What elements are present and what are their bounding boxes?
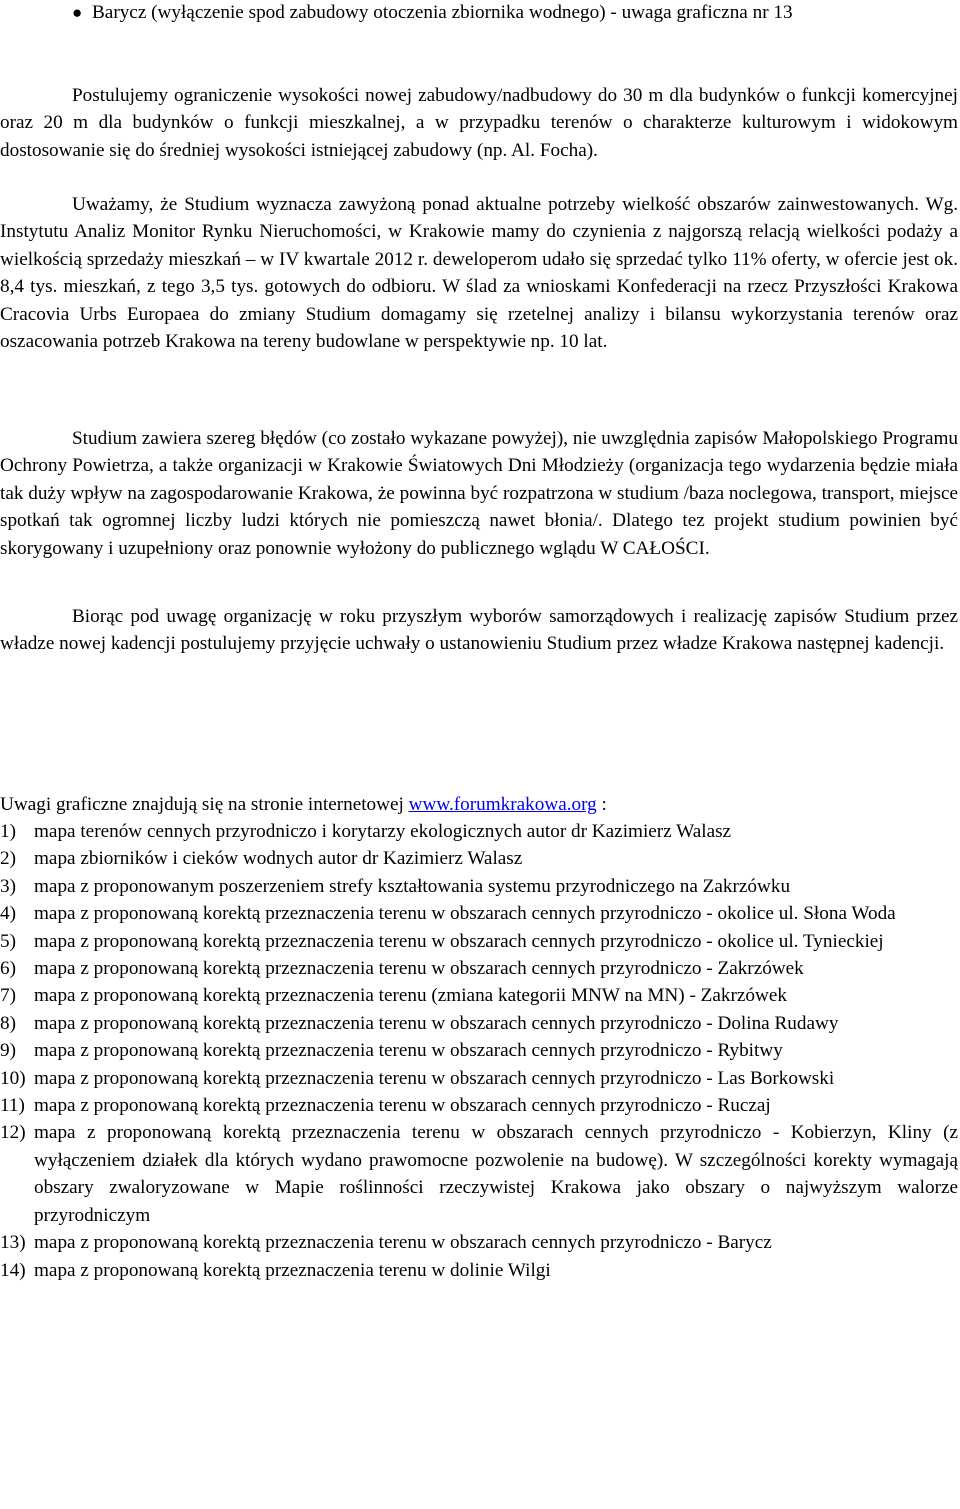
list-item-text: mapa terenów cennych przyrodniczo i korytarzy ekologicznych autor dr Kazimierz Walasz (34, 821, 732, 842)
list-item (0, 928, 958, 955)
list-item-number: 14) (0, 1259, 26, 1281)
paragraph-investment-areas (0, 191, 958, 355)
list-item-text: mapa z proponowaną korektą przeznaczenia terenu (zmiana kategorii MNW na MN) - Zakrzówek (34, 985, 787, 1007)
list-item (0, 845, 958, 872)
list-item-text: mapa z proponowaną korektą przeznaczenia terenu w obszarach cennych przyrodniczo - okolice ul. Tynieckiej (34, 930, 884, 952)
paragraph-text: Uważamy, że Studium wyznacza zawyżoną ponad aktualne potrzeby wielkość obszarów zainwestowanych. Wg. Instytutu Analiz Monitor Rynku Nieruchomości, w Krakowie mamy do czynienia z najgorszą relacją wielkości podaży a wielkością sprzedaży mieszkań – w IV kwartale 2012 r. deweloperom udało się sprzedać tylko 11% oferty, w ofercie jest ok. 8,4 tys. mieszkań, z tego 3,5 tys. gotowych do odbioru. W ślad za wnioskami Konfederacji na rzecz Przyszłości Krakowa Cracovia Urbs Europaea do zmiany Studium domagamy się rzetelnej analizy i bilansu wykorzystania terenów oraz oszacowania potrzeb Krakowa na tereny budowlane w perspektywie np. 10 lat. (0, 194, 958, 353)
paragraph-elections (0, 603, 958, 658)
list-item (0, 1092, 958, 1119)
list-item (0, 818, 958, 845)
list-item-number: 1) (0, 821, 16, 842)
paragraph-text: Studium zawiera szereg błędów (co zostało wykazane powyżej), nie uwzględnia zapisów Małopolskiego Programu Ochrony Powietrza, a także organizacji w Krakowie Światowych Dni Młodzieży (organizacja tego wydarzenia będzie miała tak duży wpływ na zagospodarowanie Krakowa, że powinna być rozpatrzona w studium /baza noclegowa, transport, miejsce spotkań tak ogromnej liczby ludzi których nie pomieszczą nawet błonia/. Dlatego tez projekt studium powinien być skorygowany i uzupełniony oraz ponownie wyłożony do publicznego wglądu W CAŁOŚCI. (0, 428, 958, 559)
list-item-text: mapa z proponowanym poszerzeniem strefy kształtowania systemu przyrodniczego na Zakrzówku (34, 875, 791, 897)
bullet-icon: ● (72, 3, 83, 22)
list-item (0, 955, 958, 982)
references-outro-text: : (596, 794, 607, 815)
list-item (0, 873, 958, 900)
list-item-number: 11) (0, 1095, 25, 1117)
list-item-number: 10) (0, 1067, 26, 1089)
list-item (0, 1065, 958, 1092)
list-item (0, 1010, 958, 1037)
bullet-text: Barycz (wyłączenie spod zabudowy otoczenia zbiornika wodnego) - uwaga graficzna nr 13 (92, 2, 793, 23)
list-item (0, 900, 958, 927)
list-item-number: 6) (0, 958, 16, 980)
list-item (0, 1119, 958, 1229)
paragraph-text: Biorąc pod uwagę organizację w roku przyszłym wyborów samorządowych i realizację zapisów Studium przez władze nowej kadencji postulujemy przyjęcie uchwały o ustanowieniu Studium przez władze Krakowa następnej kadencji. (0, 606, 958, 655)
list-item-number: 8) (0, 1012, 16, 1034)
list-item-number: 3) (0, 875, 16, 897)
list-item-number: 9) (0, 1040, 16, 1062)
list-item-number: 4) (0, 903, 16, 925)
references-intro-text: Uwagi graficzne znajdują się na stronie internetowej (0, 794, 409, 815)
paragraph-text: Postulujemy ograniczenie wysokości nowej zabudowy/nadbudowy do 30 m dla budynków o funkcji komercyjnej oraz 20 m dla budynków o funkcji mieszkalnej, a w przypadku terenów o charakterze kulturowym i widokowym dostosowanie się do średniej wysokości istniejącej zabudowy (np. Al. Focha). (0, 85, 958, 161)
list-item (0, 1037, 958, 1064)
list-item-text: mapa z proponowaną korektą przeznaczenia terenu w obszarach cennych przyrodniczo - Rybitwy (34, 1040, 783, 1062)
references-intro (0, 791, 958, 818)
list-item-text: mapa z proponowaną korektą przeznaczenia terenu w obszarach cennych przyrodniczo - Kobierzyn, Kliny (z wyłączeniem działek dla których wydano prawomocne pozwolenie na budowę). W szczególności korekty wymagają obszary zwaloryzowane w Mapie roślinności rzeczywistej Krakowa jako obszary o najwyższym walorze przyrodniczym (34, 1122, 958, 1226)
list-item-text: mapa zbiorników i cieków wodnych autor dr Kazimierz Walasz (34, 848, 523, 870)
list-item-number: 13) (0, 1232, 26, 1254)
list-item-text: mapa z proponowaną korektą przeznaczenia terenu w obszarach cennych przyrodniczo - Barycz (34, 1232, 772, 1254)
list-item-number: 7) (0, 985, 16, 1007)
references-list (0, 818, 958, 1284)
list-item-text: mapa z proponowaną korektą przeznaczenia terenu w obszarach cennych przyrodniczo - Dolina Rudawy (34, 1012, 839, 1034)
list-item-text: mapa z proponowaną korektą przeznaczenia terenu w obszarach cennych przyrodniczo - Zakrzówek (34, 958, 804, 980)
list-item (0, 1257, 958, 1284)
forumkrakowa-link[interactable]: www.forumkrakowa.org (408, 794, 597, 815)
list-item (0, 982, 958, 1009)
list-item-text: mapa z proponowaną korektą przeznaczenia terenu w dolinie Wilgi (34, 1259, 551, 1281)
list-item-number: 5) (0, 930, 16, 952)
list-item-text: mapa z proponowaną korektą przeznaczenia terenu w obszarach cennych przyrodniczo - Las Borkowski (34, 1067, 835, 1089)
list-item-number: 2) (0, 848, 16, 870)
list-item-text: mapa z proponowaną korektą przeznaczenia terenu w obszarach cennych przyrodniczo - okolice ul. Słona Woda (34, 903, 896, 925)
list-item-number: 12) (0, 1122, 26, 1144)
list-item (0, 1229, 958, 1256)
bullet-item (72, 0, 954, 26)
paragraph-height-limit (0, 82, 958, 164)
paragraph-errors (0, 425, 958, 562)
list-item-text: mapa z proponowaną korektą przeznaczenia terenu w obszarach cennych przyrodniczo - Ruczaj (34, 1095, 771, 1117)
